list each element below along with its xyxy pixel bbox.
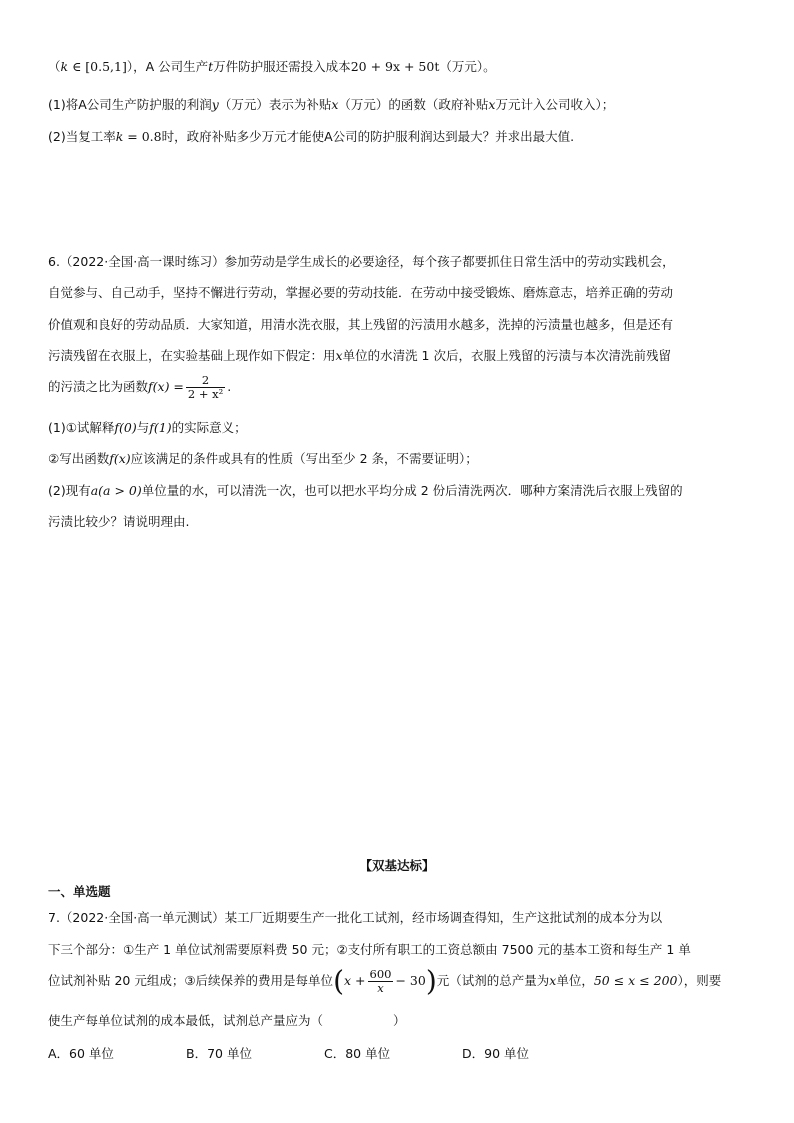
text: . (227, 379, 232, 394)
text: （万元）。 (439, 59, 496, 74)
text: 位试剂补贴 20 元组成；③后续保养的费用是每单位 (48, 973, 334, 988)
text: (2)现有 (48, 483, 91, 498)
text: 的实际意义； (171, 420, 247, 435)
q6-line-4 (48, 347, 671, 365)
math-range: ∈ [0.5,1] (68, 59, 127, 74)
math-t: t (208, 59, 214, 74)
fraction-denominator: x (377, 981, 384, 995)
fraction-numerator: 2 (186, 374, 225, 388)
q6-line-1: 6.（2022·全国·高一课时练习）参加劳动是学生成长的必要途径，每个孩子都要抓住日常生活中的劳动实践机会， (48, 254, 675, 269)
choice-c: C．80 单位 (324, 1046, 391, 1061)
left-paren: ( (333, 964, 344, 998)
right-paren: ) (425, 964, 437, 998)
math-cost: 20 + 9x + 50t (350, 59, 440, 74)
text: 应该满足的条件或具有的性质（写出至少 2 条，不需要证明）； (130, 451, 478, 466)
math-minus: − 30 (395, 973, 426, 988)
text: ） (393, 1013, 406, 1028)
q7-line-1: 7.（2022·全国·高一单元测试）某工厂近期要生产一批化工试剂，经市场调查得知，生产这批试剂的成本分为以 (48, 910, 663, 925)
text: 使生产每单位试剂的成本最低，试剂总产量应为（ (48, 1013, 324, 1028)
q6-part-2a (48, 482, 683, 500)
text: 的污渍之比为函数 (48, 379, 149, 394)
text: 万元计入公司收入）； (495, 97, 615, 112)
q6-line-5 (48, 373, 231, 401)
fraction (186, 374, 225, 401)
choice-d: D．90 单位 (462, 1046, 530, 1061)
text: 污渍残留在衣服上，在实验基础上现作如下假定：用 (48, 348, 336, 363)
fraction-numerator: 600 (369, 967, 392, 981)
text: （万元）的函数（政府补贴 (338, 97, 489, 112)
section-title: 【双基达标】 (359, 858, 435, 873)
math-y: y (211, 97, 219, 112)
q5-part-2 (48, 128, 574, 146)
text: （ (48, 59, 61, 74)
math-function: f(x) (109, 451, 131, 466)
text: 单位量的水，可以清洗一次，也可以把水平均分成 2 份后清洗两次．哪种方案清洗后衣服上残留的 (141, 483, 683, 498)
math-f1: f(1) (149, 420, 172, 435)
text: 元（试剂的总产量为 (436, 973, 550, 988)
math-x: x (488, 97, 496, 112)
q6-part-1a (48, 419, 247, 437)
q5-line-1 (48, 58, 496, 76)
text: ），则要 (677, 973, 722, 988)
q6-part-1b (48, 450, 478, 468)
text: (2)当复工率 (48, 129, 116, 144)
fraction-denominator: 2 + x² (187, 387, 224, 401)
math-x-plus: x + (344, 973, 366, 988)
math-x: x (549, 973, 557, 988)
math-x: x (331, 97, 339, 112)
math-function: f(x) = (148, 379, 184, 394)
text: 万件防护服还需投入成本 (213, 59, 351, 74)
math-expression: a(a > 0) (90, 483, 142, 498)
text: 单位的水清洗 1 次后，衣服上残留的污渍与本次清洗前残留 (342, 348, 671, 363)
text: 单位， (556, 973, 594, 988)
q6-line-2: 自觉参与、自己动手，坚持不懈进行劳动，掌握必要的劳动技能．在劳动中接受锻炼、磨炼意志，培养正确的劳动 (48, 285, 674, 300)
q7-line-4 (48, 1012, 406, 1030)
choice-a: A．60 单位 (48, 1046, 114, 1061)
q6-line-3: 价值观和良好的劳动品质．大家知道，用清水洗衣服，其上残留的污渍用水越多，洗掉的污渍量也越多，但是还有 (48, 317, 674, 332)
math-f0: f(0) (114, 420, 137, 435)
text: （万元）表示为补贴 (218, 97, 332, 112)
text: ②写出函数 (48, 451, 110, 466)
math-range: 50 ≤ x ≤ 200 (593, 973, 678, 988)
section-heading: 一、单选题 (48, 884, 111, 899)
text: ），A 公司生产 (126, 59, 209, 74)
fraction (368, 968, 394, 995)
q6-part-2b: 污渍比较少？请说明理由. (48, 514, 190, 529)
math-value: = 0.8 (123, 129, 162, 144)
text: 时，政府补贴多少万元才能使A公司的防护服利润达到最大？并求出最大值. (161, 129, 575, 144)
text: (1)将A公司生产防护服的利润 (48, 97, 212, 112)
math-k: k (60, 59, 69, 74)
q5-part-1 (48, 96, 614, 114)
q7-line-2: 下三个部分：①生产 1 单位试剂需要原料费 50 元；②支付所有职工的工资总额由 7500 元的基本工资和每生产 1 单 (48, 942, 691, 957)
q7-line-3 (48, 966, 721, 996)
text: 与 (136, 420, 150, 435)
choice-b: B．70 单位 (186, 1046, 252, 1061)
text: (1)①试解释 (48, 420, 115, 435)
math-x: x (335, 348, 343, 363)
math-k: k (115, 129, 124, 144)
